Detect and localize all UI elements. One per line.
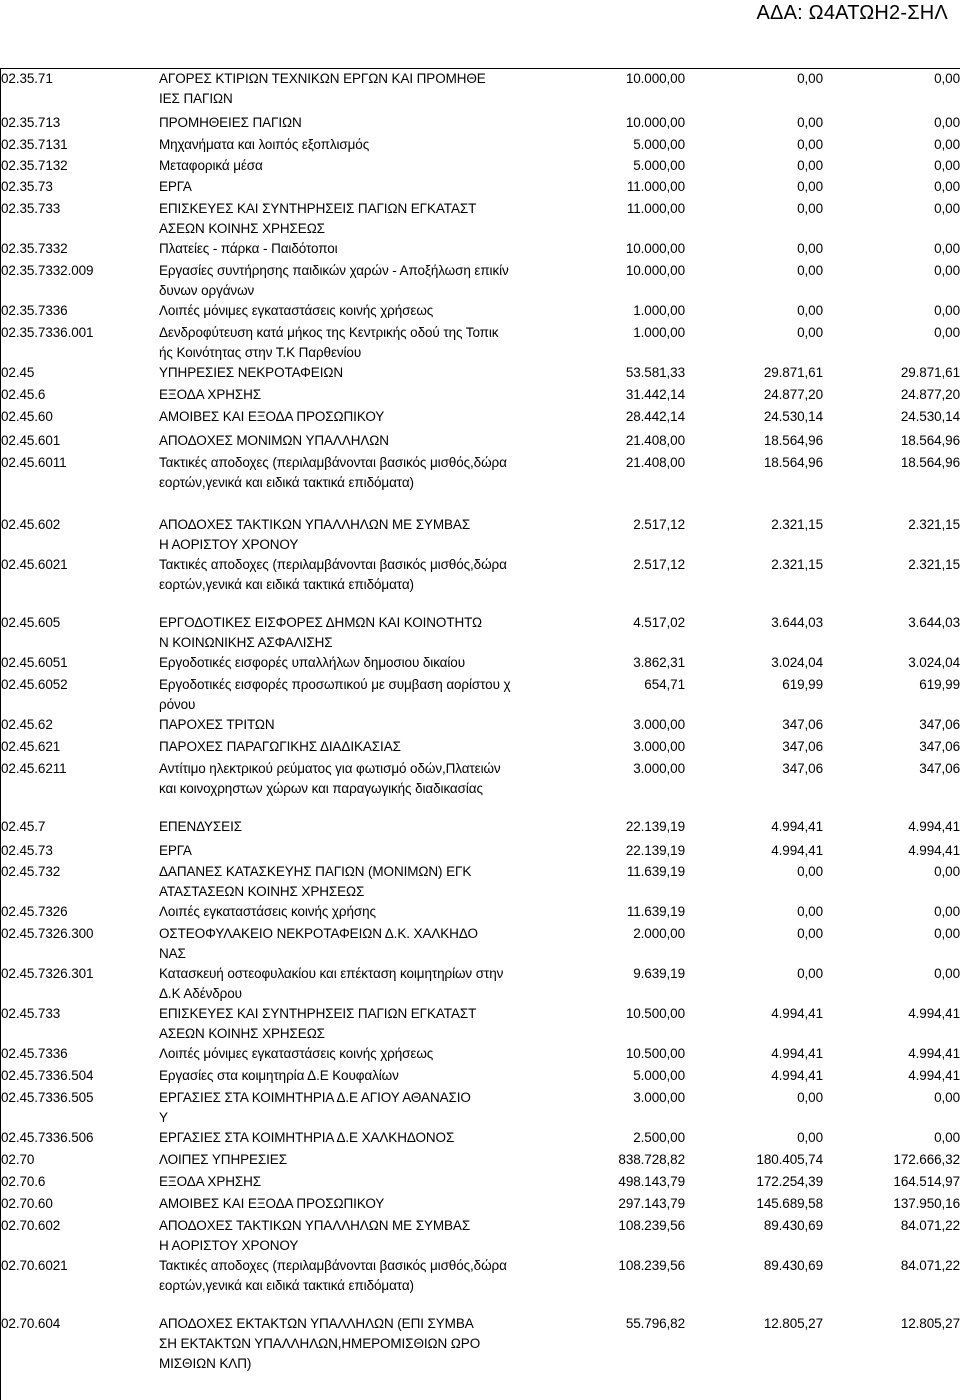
row-budget-value: 11.000,00 (626, 201, 685, 216)
row-code: 02.35.7132 (1, 158, 68, 173)
budget-table (1, 69, 960, 1382)
row-code: 02.70.6021 (1, 1258, 68, 1273)
table-row (1, 1216, 960, 1256)
table-row (1, 199, 960, 239)
budget-table-frame (0, 68, 960, 1400)
row-code: 02.35.7332.009 (1, 263, 94, 278)
row-budget-value: 10.000,00 (625, 115, 685, 130)
row-paid-value: 24.530,14 (900, 409, 960, 424)
row-budget-value: 3.862,31 (633, 655, 685, 670)
table-row (1, 1314, 960, 1382)
row-paid-value: 2.321,15 (908, 557, 960, 572)
row-committed-value: 180.405,74 (756, 1152, 823, 1167)
row-code: 02.45.6 (1, 387, 46, 402)
row-description: ΕΡΓΟΔΟΤΙΚΕΣ ΕΙΣΦΟΡΕΣ ΔΗΜΩΝ ΚΑΙ ΚΟΙΝΟΤΗΤΩ Ν ΚΟΙΝΩΝΙΚΗΣ ΑΣΦΑΛΙΣΗΣ (159, 615, 483, 650)
row-paid-value: 0,00 (934, 179, 960, 194)
table-row (1, 902, 960, 924)
row-paid-value: 137.950,16 (893, 1196, 960, 1211)
row-committed-value: 347,06 (782, 761, 823, 776)
row-description: ΕΠΙΣΚΕΥΕΣ ΚΑΙ ΣΥΝΤΗΡΗΣΕΙΣ ΠΑΓΙΩΝ ΕΓΚΑΤΑΣΤ ΑΣΕΩΝ ΚΟΙΝΗΣ ΧΡΗΣΕΩΣ (159, 201, 477, 236)
table-row (1, 261, 960, 301)
row-description: Πλατείες - πάρκα - Παιδότοποι (159, 241, 338, 256)
row-paid-value: 164.514,97 (893, 1174, 960, 1189)
row-committed-value: 24.877,20 (763, 387, 823, 402)
row-description: Κατασκευή οστεοφυλακίου και επέκταση κοιμητηρίων στην Δ.Κ Αδένδρου (159, 966, 504, 1001)
row-budget-value: 297.143,79 (618, 1196, 685, 1211)
row-description: Εργασίες στα κοιμητηρία Δ.Ε Κουφαλίων (159, 1068, 399, 1083)
row-code: 02.45.7336.505 (1, 1090, 94, 1105)
table-row (1, 135, 960, 156)
row-description: ΑΠΟΔΟΧΕΣ ΜΟΝΙΜΩΝ ΥΠΑΛΛΗΛΩΝ (159, 433, 389, 448)
row-committed-value: 0,00 (797, 904, 823, 919)
row-code: 02.45.73 (1, 843, 53, 858)
table-row (1, 759, 960, 817)
table-row (1, 862, 960, 902)
row-description: ΕΡΓΑΣΙΕΣ ΣΤΑ ΚΟΙΜΗΤΗΡΙΑ Δ.Ε ΧΑΛΚΗΔΟΝΟΣ (159, 1130, 455, 1145)
row-code: 02.35.73 (1, 179, 53, 194)
row-paid-value: 84.071,22 (900, 1218, 960, 1233)
row-committed-value: 18.564,96 (763, 433, 823, 448)
row-paid-value: 0,00 (934, 158, 960, 173)
row-description: ΕΡΓΑ (159, 843, 192, 858)
row-budget-value: 5.000,00 (633, 1068, 685, 1083)
row-code: 02.70.6 (1, 1174, 46, 1189)
row-description: ΑΠΟΔΟΧΕΣ ΤΑΚΤΙΚΩΝ ΥΠΑΛΛΗΛΩΝ ΜΕ ΣΥΜΒΑΣ Η ΑΟΡΙΣΤΟΥ ΧΡΟΝΟΥ (159, 1218, 471, 1253)
row-description: Μηχανήματα και λοιπός εξοπλισμός (159, 137, 370, 152)
row-paid-value: 0,00 (934, 904, 960, 919)
row-paid-value: 0,00 (934, 263, 960, 278)
row-code: 02.70.60 (1, 1196, 53, 1211)
row-committed-value: 145.689,58 (756, 1196, 823, 1211)
row-budget-value: 654,71 (644, 677, 685, 692)
row-description: ΛΟΙΠΕΣ ΥΠΗΡΕΣΙΕΣ (159, 1152, 287, 1167)
row-description: Λοιπές μόνιμες εγκαταστάσεις κοινής χρήσεως (159, 1046, 434, 1061)
row-paid-value: 3.024,04 (908, 655, 960, 670)
row-paid-value: 3.644,03 (908, 615, 960, 630)
row-code: 02.45.602 (1, 517, 61, 532)
row-description: ΑΓΟΡΕΣ ΚΤΙΡΙΩΝ ΤΕΧΝΙΚΩΝ ΕΡΓΩΝ ΚΑΙ ΠΡΟΜΗΘΕ ΙΕΣ ΠΑΓΙΩΝ (159, 71, 486, 106)
row-budget-value: 498.143,79 (618, 1174, 685, 1189)
row-paid-value: 4.994,41 (908, 819, 960, 834)
row-code: 02.45.7326 (1, 904, 68, 919)
row-paid-value: 0,00 (934, 864, 960, 879)
row-budget-value: 11.639,19 (626, 864, 685, 879)
row-paid-value: 12.805,27 (900, 1316, 960, 1331)
row-paid-value: 0,00 (934, 1090, 960, 1105)
row-paid-value: 18.564,96 (900, 455, 960, 470)
row-committed-value: 0,00 (797, 325, 823, 340)
row-committed-value: 0,00 (797, 1090, 823, 1105)
row-code: 02.45.7326.300 (1, 926, 94, 941)
row-code: 02.45.62 (1, 717, 53, 732)
row-budget-value: 22.139,19 (625, 843, 685, 858)
row-code: 02.45.6051 (1, 655, 68, 670)
row-paid-value: 84.071,22 (900, 1258, 960, 1273)
table-row (1, 156, 960, 177)
table-row (1, 113, 960, 135)
table-row (1, 69, 960, 113)
row-description: ΕΡΓΑΣΙΕΣ ΣΤΑ ΚΟΙΜΗΤΗΡΙΑ Δ.Ε ΑΓΙΟΥ ΑΘΑΝΑΣΙΟ Υ (159, 1090, 471, 1125)
row-description: Λοιπές εγκαταστάσεις κοινής χρήσης (159, 904, 376, 919)
row-budget-value: 3.000,00 (633, 1090, 685, 1105)
row-committed-value: 619,99 (782, 677, 823, 692)
row-description: Εργασίες συντήρησης παιδικών χαρών - Αποξήλωση επικίν δυνων οργάνων (159, 263, 509, 298)
row-code: 02.35.7131 (1, 137, 68, 152)
table-row (1, 675, 960, 715)
row-committed-value: 0,00 (797, 241, 823, 256)
row-committed-value: 89.430,69 (763, 1258, 823, 1273)
row-description: Μεταφορικά μέσα (159, 158, 263, 173)
row-budget-value: 10.000,00 (625, 241, 685, 256)
row-paid-value: 0,00 (934, 966, 960, 981)
row-budget-value: 5.000,00 (633, 158, 685, 173)
row-description: Τακτικές αποδοχες (περιλαμβάνονται βασικός μισθός,δώρα εορτών,γενικά και ειδικά τακτικά επιδόματα) (159, 1258, 507, 1293)
row-budget-value: 3.000,00 (633, 717, 685, 732)
row-committed-value: 0,00 (797, 263, 823, 278)
row-description: Εργοδοτικές εισφορές υπαλλήλων δημοσιου δικαίου (159, 655, 465, 670)
row-committed-value: 172.254,39 (756, 1174, 823, 1189)
row-description: ΕΠΙΣΚΕΥΕΣ ΚΑΙ ΣΥΝΤΗΡΗΣΕΙΣ ΠΑΓΙΩΝ ΕΓΚΑΤΑΣΤ ΑΣΕΩΝ ΚΟΙΝΗΣ ΧΡΗΣΕΩΣ (159, 1006, 477, 1041)
row-description: Λοιπές μόνιμες εγκαταστάσεις κοινής χρήσεως (159, 303, 434, 318)
row-code: 02.70.604 (1, 1316, 61, 1331)
table-row (1, 1194, 960, 1216)
row-code: 02.45.6011 (1, 455, 67, 470)
row-budget-value: 2.000,00 (633, 926, 685, 941)
table-row (1, 1150, 960, 1172)
row-description: Δενδροφύτευση κατά μήκος της Κεντρικής οδού της Τοπικ ής Κοινότητας στην Τ.Κ Παρθενίου (159, 325, 499, 360)
row-paid-value: 172.666,32 (893, 1152, 960, 1167)
row-description: ΑΠΟΔΟΧΕΣ ΤΑΚΤΙΚΩΝ ΥΠΑΛΛΗΛΩΝ ΜΕ ΣΥΜΒΑΣ Η ΑΟΡΙΣΤΟΥ ΧΡΟΝΟΥ (159, 517, 471, 552)
row-code: 02.35.7332 (1, 241, 68, 256)
row-committed-value: 0,00 (797, 1130, 823, 1145)
row-budget-value: 838.728,82 (618, 1152, 685, 1167)
row-paid-value: 0,00 (934, 926, 960, 941)
table-row (1, 177, 960, 199)
row-description: ΕΞΟΔΑ ΧΡΗΣΗΣ (159, 1174, 262, 1189)
row-paid-value: 347,06 (919, 717, 960, 732)
row-budget-value: 28.442,14 (625, 409, 685, 424)
row-code: 02.45.605 (1, 615, 61, 630)
row-description: ΠΑΡΟΧΕΣ ΠΑΡΑΓΩΓΙΚΗΣ ΔΙΑΔΙΚΑΣΙΑΣ (159, 739, 401, 754)
row-budget-value: 5.000,00 (633, 137, 685, 152)
row-committed-value: 4.994,41 (771, 1046, 823, 1061)
row-description: Εργοδοτικές εισφορές προσωπικού με συμβαση αορίστου χ ρόνου (159, 677, 511, 712)
row-paid-value: 24.877,20 (900, 387, 960, 402)
row-code: 02.45.733 (1, 1006, 61, 1021)
row-paid-value: 4.994,41 (908, 1068, 960, 1083)
row-committed-value: 18.564,96 (763, 455, 823, 470)
table-row (1, 613, 960, 653)
row-code: 02.45.7 (1, 819, 46, 834)
row-committed-value: 0,00 (797, 158, 823, 173)
row-budget-value: 22.139,19 (625, 819, 685, 834)
row-paid-value: 347,06 (919, 761, 960, 776)
row-paid-value: 0,00 (934, 1130, 960, 1145)
row-paid-value: 4.994,41 (908, 843, 960, 858)
row-description: Τακτικές αποδοχες (περιλαμβάνονται βασικός μισθός,δώρα εορτών,γενικά και ειδικά τακτικά επιδόματα) (159, 455, 507, 490)
table-row (1, 653, 960, 675)
row-code: 02.35.71 (1, 71, 53, 86)
row-budget-value: 3.000,00 (633, 739, 685, 754)
table-row (1, 453, 960, 515)
row-budget-value: 2.500,00 (633, 1130, 685, 1145)
row-committed-value: 0,00 (797, 926, 823, 941)
row-committed-value: 12.805,27 (763, 1316, 823, 1331)
document-code: ΑΔΑ: Ω4ΑΤΩΗ2-ΣΗΛ (756, 2, 948, 24)
row-paid-value: 2.321,15 (908, 517, 960, 532)
row-paid-value: 18.564,96 (900, 433, 960, 448)
row-budget-value: 108.239,56 (618, 1258, 685, 1273)
row-code: 02.45.60 (1, 409, 53, 424)
row-budget-value: 10.000,00 (625, 263, 685, 278)
row-committed-value: 0,00 (797, 201, 823, 216)
table-row (1, 555, 960, 613)
row-paid-value: 29.871,61 (900, 365, 960, 380)
row-description: Αντίτιμο ηλεκτρικού ρεύματος για φωτισμό οδών,Πλατειών και κοινοχρηστων χώρων και παραγωγικής διαδικασίας (159, 761, 501, 796)
row-code: 02.35.7336 (1, 303, 68, 318)
table-row (1, 301, 960, 323)
row-committed-value: 4.994,41 (771, 843, 823, 858)
row-code: 02.70.602 (1, 1218, 61, 1233)
row-description: ΑΜΟΙΒΕΣ ΚΑΙ ΕΞΟΔΑ ΠΡΟΣΩΠΙΚΟΥ (159, 409, 385, 424)
row-code: 02.45.7336 (1, 1046, 68, 1061)
row-budget-value: 10.000,00 (625, 71, 685, 86)
row-code: 02.45.6021 (1, 557, 68, 572)
row-committed-value: 347,06 (782, 717, 823, 732)
row-paid-value: 0,00 (934, 241, 960, 256)
row-code: 02.45 (1, 365, 35, 380)
row-committed-value: 4.994,41 (771, 1068, 823, 1083)
row-budget-value: 10.500,00 (625, 1006, 685, 1021)
row-paid-value: 0,00 (934, 137, 960, 152)
row-committed-value: 0,00 (797, 71, 823, 86)
table-row (1, 1088, 960, 1128)
row-description: Τακτικές αποδοχες (περιλαμβάνονται βασικός μισθός,δώρα εορτών,γενικά και ειδικά τακτικά επιδόματα) (159, 557, 507, 592)
row-description: ΑΜΟΙΒΕΣ ΚΑΙ ΕΞΟΔΑ ΠΡΟΣΩΠΙΚΟΥ (159, 1196, 385, 1211)
row-description: ΕΡΓΑ (159, 179, 192, 194)
row-code: 02.35.713 (1, 115, 61, 130)
table-row (1, 239, 960, 261)
row-code: 02.45.6211 (1, 761, 67, 776)
row-budget-value: 11.639,19 (626, 904, 685, 919)
row-committed-value: 3.644,03 (771, 615, 823, 630)
table-row (1, 841, 960, 862)
row-paid-value: 0,00 (934, 303, 960, 318)
row-description: ΠΡΟΜΗΘΕΙΕΣ ΠΑΓΙΩΝ (159, 115, 302, 130)
row-budget-value: 108.239,56 (618, 1218, 685, 1233)
row-budget-value: 21.408,00 (625, 455, 685, 470)
row-committed-value: 3.024,04 (771, 655, 823, 670)
row-budget-value: 2.517,12 (633, 557, 685, 572)
row-paid-value: 0,00 (934, 325, 960, 340)
row-code: 02.45.6052 (1, 677, 68, 692)
row-budget-value: 9.639,19 (633, 966, 685, 981)
table-row (1, 817, 960, 841)
row-description: ΕΞΟΔΑ ΧΡΗΣΗΣ (159, 387, 262, 402)
row-committed-value: 89.430,69 (763, 1218, 823, 1233)
row-committed-value: 0,00 (797, 179, 823, 194)
row-committed-value: 0,00 (797, 137, 823, 152)
row-description: ΥΠΗΡΕΣΙΕΣ ΝΕΚΡΟΤΑΦΕΙΩΝ (159, 365, 343, 380)
table-row (1, 407, 960, 431)
row-budget-value: 55.796,82 (625, 1316, 685, 1331)
row-code: 02.45.7336.504 (1, 1068, 94, 1083)
row-committed-value: 4.994,41 (771, 1006, 823, 1021)
row-committed-value: 0,00 (797, 864, 823, 879)
row-paid-value: 0,00 (934, 201, 960, 216)
table-row (1, 363, 960, 385)
row-description: ΠΑΡΟΧΕΣ ΤΡΙΤΩΝ (159, 717, 275, 732)
table-row (1, 1066, 960, 1088)
table-row (1, 964, 960, 1004)
table-row (1, 323, 960, 363)
row-committed-value: 0,00 (797, 966, 823, 981)
row-committed-value: 4.994,41 (771, 819, 823, 834)
row-code: 02.35.7336.001 (1, 325, 94, 340)
row-paid-value: 0,00 (934, 71, 960, 86)
row-code: 02.70 (1, 1152, 35, 1167)
row-committed-value: 24.530,14 (763, 409, 823, 424)
row-code: 02.45.621 (1, 739, 61, 754)
row-committed-value: 29.871,61 (763, 365, 823, 380)
row-code: 02.45.732 (1, 864, 61, 879)
row-description: ΕΠΕΝΔΥΣΕΙΣ (159, 819, 242, 834)
table-row (1, 431, 960, 453)
row-code: 02.45.601 (1, 433, 61, 448)
row-budget-value: 11.000,00 (626, 179, 685, 194)
row-committed-value: 0,00 (797, 303, 823, 318)
row-budget-value: 21.408,00 (625, 433, 685, 448)
row-code: 02.45.7326.301 (1, 966, 94, 981)
row-description: ΑΠΟΔΟΧΕΣ ΕΚΤΑΚΤΩΝ ΥΠΑΛΛΗΛΩΝ (ΕΠΙ ΣΥΜΒΑ ΣΗ ΕΚΤΑΚΤΩΝ ΥΠΑΛΛΗΛΩΝ,ΗΜΕΡΟΜΙΣΘΙΩΝ ΩΡΟ ΜΙΣΘΙΩΝ ΚΛΠ) (159, 1316, 481, 1371)
row-budget-value: 4.517,02 (633, 615, 685, 630)
row-committed-value: 2.321,15 (771, 557, 823, 572)
row-budget-value: 1.000,00 (633, 325, 685, 340)
row-budget-value: 2.517,12 (633, 517, 685, 532)
row-budget-value: 53.581,33 (625, 365, 685, 380)
row-description: ΟΣΤΕΟΦΥΛΑΚΕΙΟ ΝΕΚΡΟΤΑΦΕΙΩΝ Δ.Κ. ΧΑΛΚΗΔΟ ΝΑΣ (159, 926, 478, 961)
table-row (1, 924, 960, 964)
row-budget-value: 3.000,00 (633, 761, 685, 776)
row-committed-value: 0,00 (797, 115, 823, 130)
row-budget-value: 10.500,00 (625, 1046, 685, 1061)
table-row (1, 385, 960, 407)
row-code: 02.35.733 (1, 201, 61, 216)
row-committed-value: 347,06 (782, 739, 823, 754)
table-row (1, 1172, 960, 1194)
table-row (1, 515, 960, 555)
row-budget-value: 31.442,14 (625, 387, 685, 402)
row-code: 02.45.7336.506 (1, 1130, 94, 1145)
row-paid-value: 0,00 (934, 115, 960, 130)
table-row (1, 1256, 960, 1314)
row-paid-value: 4.994,41 (908, 1006, 960, 1021)
row-description: ΔΑΠΑΝΕΣ ΚΑΤΑΣΚΕΥΗΣ ΠΑΓΙΩΝ (ΜΟΝΙΜΩΝ) ΕΓΚ ΑΤΑΣΤΑΣΕΩΝ ΚΟΙΝΗΣ ΧΡΗΣΕΩΣ (159, 864, 472, 899)
table-row (1, 737, 960, 759)
table-row (1, 715, 960, 737)
row-committed-value: 2.321,15 (771, 517, 823, 532)
table-row (1, 1004, 960, 1044)
table-row (1, 1128, 960, 1150)
row-paid-value: 4.994,41 (908, 1046, 960, 1061)
row-paid-value: 619,99 (919, 677, 960, 692)
row-paid-value: 347,06 (919, 739, 960, 754)
budget-rows (1, 69, 960, 1382)
table-row (1, 1044, 960, 1066)
row-budget-value: 1.000,00 (633, 303, 685, 318)
